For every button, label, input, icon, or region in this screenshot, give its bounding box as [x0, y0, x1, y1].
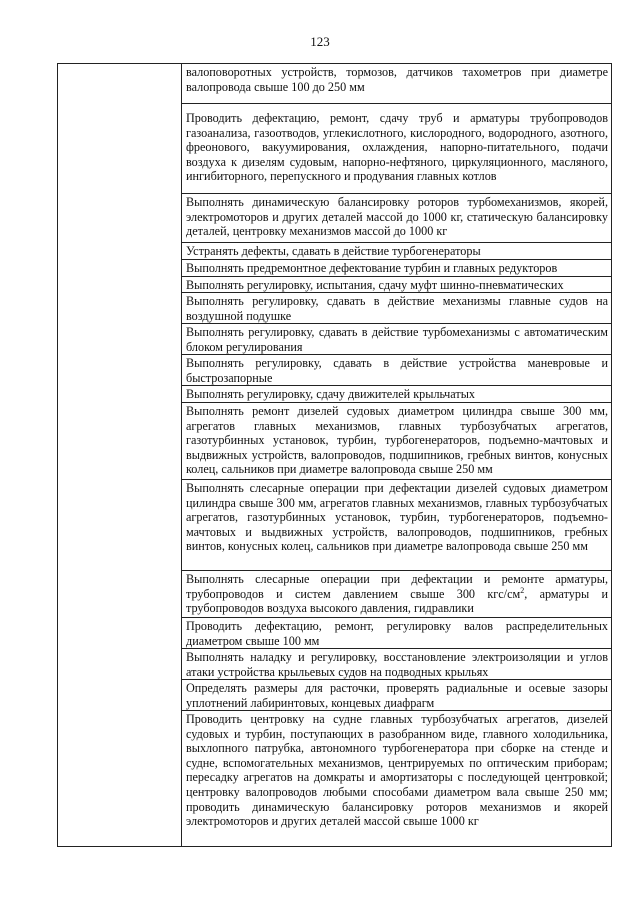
table-row: Устранять дефекты, сдавать в действие турбогенераторы [182, 243, 611, 260]
table-row: Выполнять ремонт дизелей судовых диаметром цилиндра свыше 300 мм, агрегатов главных механизмов, главных турбозубчатых агрегатов, газотурбинных установок, турбин, турбогенераторов, подъемно-мачтовых и выдвижных устройств, валопроводов, подшипников, гребных винтов, конусных колец, сальников при диаметре валопровода свыше 250 мм [182, 403, 611, 480]
table-row: Определять размеры для расточки, проверять радиальные и осевые зазоры уплотнений лабиринтовых, концевых диафрагм [182, 680, 611, 711]
task-column [182, 64, 612, 847]
table-row: Выполнять регулировку, испытания, сдачу муфт шинно-пневматических [182, 277, 611, 293]
table-row: Выполнять наладку и регулировку, восстановление электроизоляции и углов атаки устройства крыльевых судов на подводных крыльях [182, 649, 611, 680]
table-row: Выполнять регулировку, сдавать в действие устройства маневровые и быстрозапорные [182, 355, 611, 386]
table-row: Проводить дефектацию, ремонт, сдачу труб и арматуры трубопроводов газоанализа, газоотводов, углекислотного, кислородного, водородного, азотного, фреонового, вакуумирования, охлаждения, напорно-питательного, подачи воздуха к дизелям судовым, напорно-нефтяного, циркуляционного, масляного, ингибиторного, перепускного и продувания главных котлов [182, 104, 611, 194]
table-row: Выполнять слесарные операции при дефектации и ремонте арматуры, трубопроводов и систем давлением свыше 300 кгс/$см^2$, арматуры и трубопроводов воздуха высокого давления, гидравлики [182, 571, 611, 618]
page-number: 123 [310, 34, 330, 49]
table-row: Выполнять регулировку, сдавать в действие турбомеханизмы с автоматическим блоком регулирования [182, 324, 611, 355]
table-row: валоповоротных устройств, тормозов, датчиков тахометров при диаметре валопровода свыше 100 до 250 мм [182, 64, 611, 104]
table-row: Выполнять предремонтное дефектование турбин и главных редукторов [182, 260, 611, 277]
table-row: Выполнять регулировку, сдавать в действие механизмы главные судов на воздушной подушке [182, 293, 611, 324]
table-row: Проводить дефектацию, ремонт, регулировку валов распределительных диаметром свыше 100 мм [182, 618, 611, 649]
table-row: Выполнять слесарные операции при дефектации дизелей судовых диаметром цилиндра свыше 300 мм, агрегатов главных механизмов, главных турбозубчатых агрегатов, газотурбинных установок, турбин, турбогенераторов, подъемно-мачтовых и выдвижных устройств, валопроводов, подшипников, гребных винтов, конусных колец, сальников при диаметре валопровода свыше 250 мм [182, 480, 611, 571]
superscript-two: 2 [520, 585, 525, 595]
qualification-table [57, 63, 612, 847]
empty-left-column [58, 64, 182, 847]
table-row: Выполнять динамическую балансировку роторов турбомеханизмов, якорей, электромоторов и других деталей массой до 1000 кг, статическую балансировку деталей, центровку механизмов массой до 1000 кг [182, 194, 611, 243]
table-row: Проводить центровку на судне главных турбозубчатых агрегатов, дизелей судовых и турбин, поступающих в разобранном виде, главного холодильника, выхлопного патрубка, автономного турбогенератора при сборке на стенде и судне, вспомогательных механизмов, центрируемых по оптическим приборам; пересадку агрегатов на домкраты и амортизаторы с последующей центровкой; центровку валопроводов любыми способами диаметром вала свыше 250 мм; проводить динамическую балансировку роторов механизмов и якорей электромоторов и других деталей массой свыше 1000 кг [186, 712, 608, 829]
table-row: Выполнять регулировку, сдачу движителей крыльчатых [182, 386, 611, 403]
